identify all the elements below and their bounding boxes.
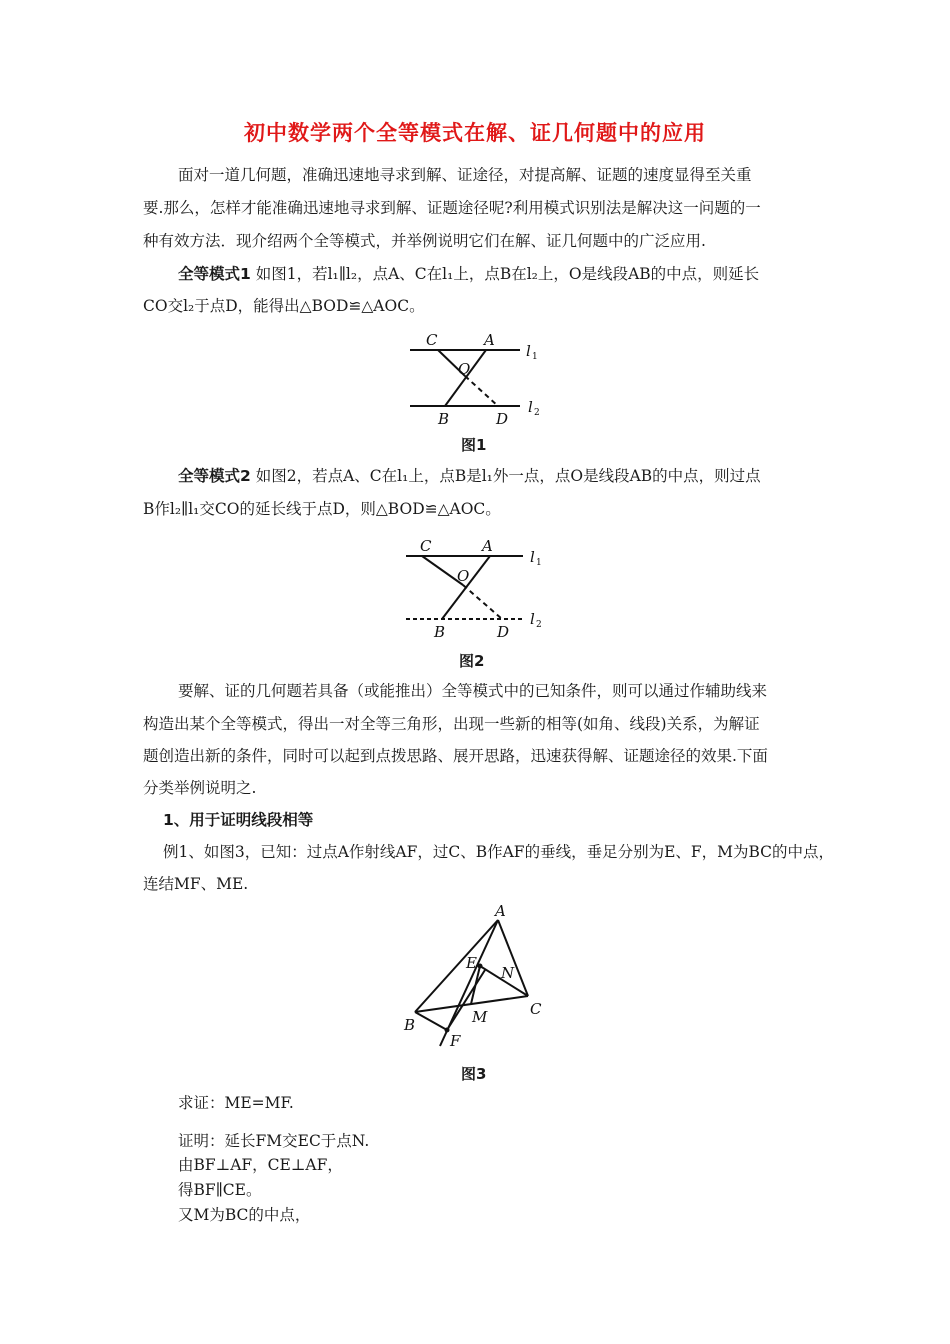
intro-line-3: 种有效方法．现介绍两个全等模式，并举例说明它们在解、证几何题中的广泛应用. bbox=[143, 232, 706, 250]
label-a: A bbox=[484, 331, 495, 349]
intro-line-2: 要.那么，怎样才能准确迅速地寻求到解、证题途径呢?利用模式识别法是解决这一问题的一 bbox=[143, 199, 761, 217]
prove-statement: 求证：ME=MF. bbox=[178, 1094, 294, 1112]
label-d: D bbox=[496, 410, 509, 428]
mode1-label: 全等模式1 bbox=[178, 265, 251, 283]
label-a: A bbox=[482, 537, 493, 555]
example1-line-1: 例1、如图3，已知：过点A作射线AF，过C、B作AF的垂线，垂足分别为E、F，M为BC的中点， bbox=[163, 843, 835, 861]
segment-ab bbox=[445, 350, 486, 406]
label-c: C bbox=[426, 331, 438, 349]
mode1-text: 如图1，若l₁∥l₂，点A、C在l₁上，点B在l₂上，O是线段AB的中点，则延长 bbox=[255, 265, 760, 283]
label-l2-sub: 2 bbox=[534, 408, 540, 418]
proof-line-2: 由BF⊥AF，CE⊥AF， bbox=[178, 1156, 343, 1174]
segment-od-dashed bbox=[465, 376, 498, 406]
point-e bbox=[478, 964, 483, 969]
intro-line-1: 面对一道几何题，准确迅速地寻求到解、证途径，对提高解、证题的速度显得至关重 bbox=[178, 166, 752, 184]
label-b: B bbox=[438, 410, 450, 428]
mode1-paragraph bbox=[178, 264, 759, 284]
figure-3-diagram bbox=[400, 900, 560, 1050]
label-f: F bbox=[450, 1032, 461, 1050]
label-l2-sub: 2 bbox=[536, 620, 542, 630]
label-b: B bbox=[404, 1016, 416, 1034]
page-title: 初中数学两个全等模式在解、证几何题中的应用 bbox=[244, 121, 706, 145]
mode2-line-2: B作l₂∥l₁交CO的延长线于点D，则△BOD≌△AOC。 bbox=[143, 500, 501, 518]
proof-line-4: 又M为BC的中点， bbox=[178, 1206, 311, 1224]
side-ab bbox=[415, 920, 498, 1012]
label-a: A bbox=[495, 902, 506, 920]
figure-1-caption: 图1 bbox=[461, 436, 487, 454]
label-m: M bbox=[472, 1008, 488, 1026]
proof-line-1: 证明：延长FM交EC于点N. bbox=[178, 1132, 370, 1150]
mode2-paragraph bbox=[178, 466, 761, 486]
segment-bf bbox=[415, 1012, 447, 1030]
label-c: C bbox=[420, 537, 432, 555]
label-l2: l bbox=[528, 398, 533, 416]
figure-2-diagram bbox=[398, 535, 558, 645]
label-l1: l bbox=[526, 342, 531, 360]
para2-line-1: 要解、证的几何题若具备（或能推出）全等模式中的已知条件，则可以通过作辅助线来 bbox=[178, 682, 768, 700]
label-l1-sub: 1 bbox=[532, 352, 538, 362]
side-ac bbox=[498, 920, 528, 996]
label-d: D bbox=[497, 623, 510, 641]
figure-1-diagram bbox=[400, 328, 560, 428]
label-o: O bbox=[458, 360, 471, 378]
mode2-label: 全等模式2 bbox=[178, 467, 251, 485]
para2-line-3: 题创造出新的条件，同时可以起到点拨思路、展开思路，迅速获得解、证题途径的效果.下面 bbox=[143, 747, 768, 765]
label-l1-sub: 1 bbox=[536, 558, 542, 568]
label-l2: l bbox=[530, 610, 535, 628]
para2-line-2: 构造出某个全等模式，得出一对全等三角形，出现一些新的相等(如角、线段)关系，为解证 bbox=[143, 715, 760, 733]
label-b: B bbox=[434, 623, 446, 641]
figure-2-caption: 图2 bbox=[459, 652, 485, 670]
mode2-text: 如图2，若点A、C在l₁上，点B是l₁外一点，点O是线段AB的中点，则过点 bbox=[255, 467, 761, 485]
para2-line-4: 分类举例说明之. bbox=[143, 779, 257, 797]
label-l1: l bbox=[530, 548, 535, 566]
label-e: E bbox=[466, 954, 477, 972]
proof-line-3: 得BF∥CE。 bbox=[178, 1181, 262, 1199]
label-n: N bbox=[501, 964, 515, 982]
label-c: C bbox=[530, 1000, 542, 1018]
mode1-line-2: CO交l₂于点D，能得出△BOD≌△AOC。 bbox=[143, 297, 425, 315]
segment-od-dashed bbox=[463, 585, 502, 619]
label-o: O bbox=[457, 567, 470, 585]
figure-3-caption: 图3 bbox=[461, 1065, 487, 1083]
example1-line-2: 连结MF、ME. bbox=[143, 875, 249, 893]
section-heading-1: 1、用于证明线段相等 bbox=[163, 811, 314, 829]
point-f bbox=[445, 1028, 450, 1033]
